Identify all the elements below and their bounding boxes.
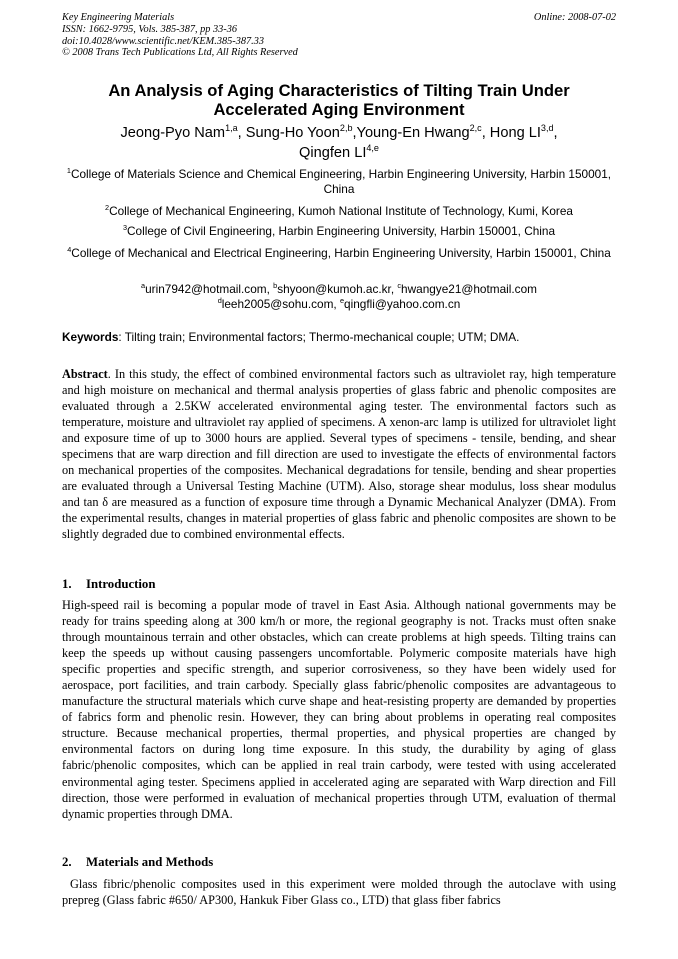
author-affiliation-mark: 2,b — [339, 123, 353, 134]
affiliation-mark: 3 — [122, 223, 128, 233]
affiliation-text: College of Mechanical Engineering, Kumoh National Institute of Technology, Kumi, Korea — [109, 204, 573, 218]
author-name: Hong LI — [489, 125, 541, 141]
abstract-label: Abstract — [62, 367, 108, 381]
paper-title — [62, 81, 616, 119]
abstract — [62, 366, 616, 543]
affiliation-2 — [62, 204, 616, 219]
email-mark: c — [397, 281, 402, 291]
section-title: Materials and Methods — [86, 855, 214, 869]
abstract-text: . In this study, the effect of combined environmental factors such as ultraviolet ray, high temperature and high moisture on mechanical and thermal analysis properties of glass fabric and phenolic composites are evaluated through a 2.5KW accelerated environmental aging tester. The environmental factors such as temperature, moisture and ultraviolet ray applied of specimens. A xenon-arc lamp is utilized for ultraviolet light and exposure time of up to 3000 hours are applied. Several types of specimens - tensile, bending, and shear specimens that are warp direction and fill direction are used to investigate the effects of environmental factors on mechanical properties of the composites. Mechanical degradations for tensile, bending and shear properties are evaluated through a Universal Testing Machine (UTM). Also, storage shear modulus, loss shear modulus and tan δ are measured as a function of exposure time through a Dynamic Mechanical Analyzer (DMA). From the experimental results, changes in material properties of glass fabric and phenolic composites are shown to be slightly degraded due to combined environmental effects. — [62, 367, 616, 542]
affiliation-text: College of Materials Science and Chemical Engineering, Harbin Engineering University, Harbin 150001, China — [70, 167, 612, 196]
email-mark: b — [273, 281, 278, 291]
keywords — [62, 330, 616, 345]
introduction-paragraph: High-speed rail is becoming a popular mode of travel in East Asia. Although national governments may be ready for trains speeding along at 300 km/h or more, the regional geography is not. Tracks must often snake through mountainous terrain and other obstacles, which can create problems at high speeds. Tilting trains can keep the speeds up without causing passengers uncomfortable. Polymeric composite materials have high specific properties and specific strength, and superior corrosiveness, so they have been widely used for aerospace, port facilities, and train carbody. Specially glass fabric/phenolic composites are advantageous to manufacture the structural materials which curve shape and heat-resisting property are demanded by properties of fabrics form and phenolic resin. However, they can bring about problems in operating real composites structure. Because mechanical properties, thermal properties, and physical properties are changed by environmental factors on during long time exposure. In this study, the durability by aging of glass fabric/phenolic composites, which can be applied in real train carbody, were tested with using accelerated environmental aging tester. Specimens applied in accelerated aging are separated with Warp direction and Fill direction, those were performed in evaluation of mechanical properties through UTM, evaluation of thermal dynamic properties through DMA. — [62, 598, 616, 821]
affiliation-1 — [62, 167, 616, 197]
section-number: 1. — [62, 577, 72, 591]
journal-issn: ISSN: 1662-9795, Vols. 385-387, pp 33-36 — [62, 23, 238, 35]
online-date: Online: 2008-07-02 — [533, 12, 616, 23]
title-line-2: Accelerated Aging Environment — [213, 100, 465, 119]
email-list: $^a$urin7942@hotmail.com, $^b$shyoon@kumoh.ac.kr, $^c$hwangye21@hotmail.com $^d$leeh2005@sohu.com, $^e$qingfli@yahoo.com.cn — [141, 281, 537, 311]
email-address[interactable]: leeh2005@sohu.com — [221, 297, 334, 311]
section-number: 2. — [62, 855, 72, 869]
journal-name: Key Engineering Materials — [62, 12, 175, 23]
keywords-label: Keywords — [62, 330, 119, 344]
journal-copyright: © 2008 Trans Tech Publications Ltd, All Rights Reserved — [62, 47, 298, 59]
author-name: Qingfen LI — [299, 145, 367, 161]
author-affiliation-mark: 2,c — [469, 123, 482, 134]
affiliation-mark: 2 — [105, 203, 110, 213]
email-mark: e — [339, 296, 345, 306]
affiliation-mark: 1 — [66, 166, 71, 176]
author-affiliation-mark: 1,a — [225, 123, 238, 134]
affiliation-text: College of Mechanical and Electrical Engineering, Harbin Engineering University, Harbin 150001, China — [71, 246, 611, 260]
author-affiliation-mark: 4,e — [366, 143, 379, 154]
author-name: Sung-Ho Yoon — [245, 125, 340, 141]
affiliation-mark: 4 — [67, 245, 72, 255]
section-heading-introduction — [62, 576, 616, 592]
email-mark: d — [217, 296, 222, 306]
author-list: Jeong-Pyo Nam$^{1,a}$, Sung-Ho Yoon$^{2,b}$,Young-En Hwang$^{2,c}$, Hong LI$^{3,d}$, Qingfen LI$^{4,e}$ — [120, 123, 558, 161]
title-line-1: An Analysis of Aging Characteristics of Tilting Train Under — [108, 81, 570, 100]
author-affiliation-mark: 3,d — [540, 123, 554, 134]
email-address[interactable]: hwangye21@hotmail.com — [401, 282, 537, 296]
email-address[interactable]: urin7942@hotmail.com — [145, 282, 267, 296]
affiliation-4 — [62, 246, 616, 261]
materials-methods-paragraph: Glass fibric/phenolic composites used in this experiment were molded through the autoclave with using prepreg (Glass fabric #650/ AP300, Hankuk Fiber Glass co., LTD) that glass fiber fabrics — [62, 877, 616, 908]
email-address[interactable]: shyoon@kumoh.ac.kr — [277, 282, 391, 296]
email-mark: a — [141, 281, 146, 291]
author-name: Jeong-Pyo Nam — [120, 125, 226, 141]
keywords-text: : Tilting train; Environmental factors; Thermo-mechanical couple; UTM; DMA. — [118, 330, 520, 344]
journal-doi: doi:10.4028/www.scientific.net/KEM.385-387.33 — [62, 35, 265, 47]
email-address[interactable]: qingfli@yahoo.com.cn — [344, 297, 461, 311]
affiliation-text: College of Civil Engineering, Harbin Engineering University, Harbin 150001, China — [127, 224, 556, 238]
journal-header — [62, 12, 616, 59]
section-heading-materials-methods — [62, 854, 616, 870]
affiliation-3 — [62, 224, 616, 239]
section-title: Introduction — [86, 577, 156, 591]
author-name: Young-En Hwang — [356, 125, 470, 141]
